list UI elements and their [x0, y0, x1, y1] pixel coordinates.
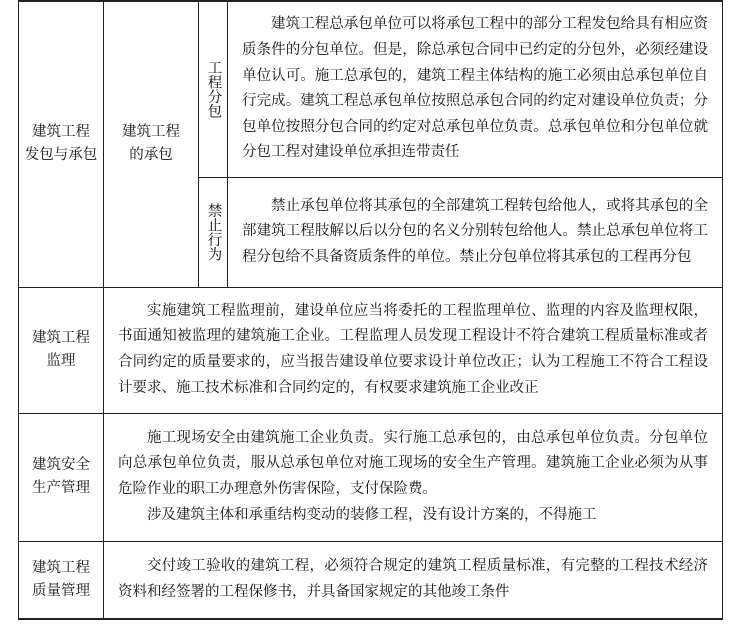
category-label-line: 监理 [46, 353, 76, 369]
item-label-cell-prohibited [199, 177, 228, 287]
subcategory-label-line: 的承包 [129, 147, 173, 164]
content-cell [104, 541, 723, 619]
table-row [19, 541, 723, 619]
table-row [19, 413, 723, 541]
content-cell [104, 287, 723, 413]
safety-paragraph-2: 涉及建筑主体和承重结构变动的装修工程，没有设计方案的，不得施工 [147, 506, 597, 523]
content-text-safety [104, 420, 722, 534]
category-cell-quality [19, 541, 104, 619]
table-row [19, 1, 723, 177]
category-cell-supervision [19, 287, 104, 413]
category-label-line: 建筑工程 [32, 559, 90, 576]
content-cell [228, 177, 723, 287]
category-label-line: 建筑安全 [32, 457, 90, 473]
content-text-prohibited: 禁止承包单位将其承包的全部建筑工程转包给他人，或将其承包的全部建筑工程肢解以后以分包的名义分别转包给他人。禁止总承包单位将工程分包给不具备资质条件的单位。禁止分包单位将其承包的工程再分包 [242, 197, 708, 265]
category-cell-safety [19, 413, 104, 541]
category-cell-contracting [19, 1, 104, 287]
subcategory-cell-contract [104, 1, 199, 287]
content-cell [104, 413, 723, 541]
subcategory-label-line: 建筑工程 [122, 124, 180, 141]
category-label-line: 建筑工程 [32, 124, 90, 141]
content-text-subcontracting: 建筑工程总承包单位可以将承包工程中的部分工程发包给具有相应资质条件的分包单位。但是，除总承包合同中已约定的分包外，必须经建设单位认可。施工总承包的，建筑工程主体结构的施工必须由总承包单位自行完成。建筑工程总承包单位按照总承包合同的约定对建设单位负责；分包单位按照分包合同的约定对总承包单位负责。总承包单位和分包单位就分包工程对建设单位承担连带责任 [242, 16, 708, 161]
item-label-subcontracting: 工程分包 [205, 60, 222, 119]
category-label-line: 建筑工程 [32, 330, 90, 346]
content-cell [228, 1, 723, 177]
table-row [19, 287, 723, 413]
category-label-line: 生产管理 [32, 480, 90, 496]
content-text-quality: 交付竣工验收的建筑工程，必须符合规定的建筑工程质量标准，有完整的工程技术经济资料和经签署的工程保修书，并具备国家规定的其他竣工条件 [118, 558, 708, 600]
regulation-table [18, 0, 723, 620]
category-label-line: 质量管理 [32, 582, 90, 599]
category-label-line: 发包与承包 [24, 147, 98, 164]
safety-paragraph-1: 施工现场安全由建筑施工企业负责。实行施工总承包的，由总承包单位负责。分包单位向总承包单位负责，服从总承包单位对施工现场的安全生产管理。建筑施工企业必须为从事危险作业的职工办理意外伤害保险，支付保险费。 [118, 429, 708, 497]
content-text-supervision: 实施建筑工程监理前，建设单位应当将委托的工程监理单位、监理的内容及监理权限，书面通知被监理的建筑施工企业。工程监理人员发现工程设计不符合建筑工程质量标准或者合同约定的质量要求的，应当报告建设单位要求设计单位改正；认为工程施工不符合工程设计要求、施工技术标准和合同约定的，有权要求建筑施工企业改正 [118, 302, 708, 396]
item-label-cell-subcontracting [199, 1, 228, 177]
item-label-prohibited: 禁止行为 [205, 203, 222, 261]
